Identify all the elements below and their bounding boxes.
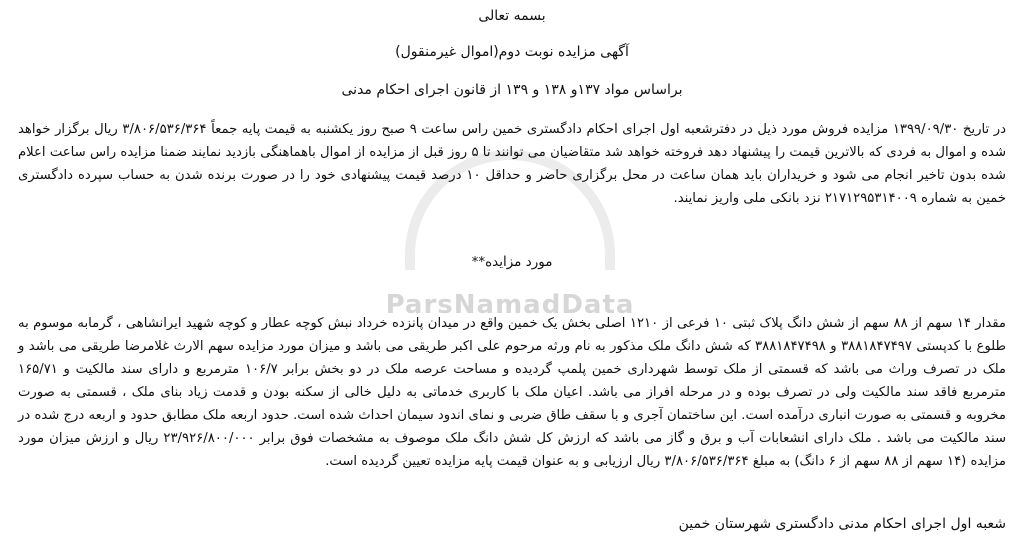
law-reference: براساس مواد ۱۳۷و ۱۳۸ و ۱۳۹ از قانون اجرای احکام مدنی xyxy=(341,82,683,98)
notice-title: آگهی مزایده نوبت دوم(اموال غیرمنقول) xyxy=(395,44,629,60)
bismillah-heading: بسمه تعالی xyxy=(478,8,546,24)
issuer-signature: شعبه اول اجرای احکام مدنی دادگستری شهرستان خمین xyxy=(678,516,1006,532)
watermark-brand: ParsNamadData xyxy=(385,290,635,320)
description-paragraph: مقدار ۱۴ سهم از ۸۸ سهم از شش دانگ پلاک ثبتی ۱۰ فرعی از ۱۲۱۰ اصلی بخش یک خمین واقع در میدان پانزده خرداد نبش کوچه عطار و کوچه شهید ایرانشاهی ، گرمابه موسوم به طلوع با کدپستی ۳۸۸۱۸۴۷۴۹۷ و ۳۸۸۱۸۴۷۴۹۸ که شش دانگ ملک مذکور به نام ورثه مرحوم علی اکبر طریقی می باشد و میزان مورد مزایده سهم الارث غلامرضا طریقی می باشد و ملک در تصرف وراث می باشد که قسمتی از ملک توسط شهرداری خمین پلمپ گردیده و مساحت عرصه ملک در دو بخش برابر ۱۰۶/۷ مترمربع و دارای سند مالکیت و ۱۶۵/۷۱ مترمربع فاقد سند مالکیت ولی در تصرف بوده و در مرحله افراز می باشد. اعیان ملک با کاربری خدماتی به دلیل خالی از سکنه بودن و قدمت زیاد بنای ملک ، قسمتی به صورت مخروبه و قسمتی به صورت انباری درآمده است. این ساختمان آجری و با سقف طاق ضربی و نمای اندود سیمان احداث شده است. حدود اربعه ملک مطابق حدود و اربعه درج شده در سند مالکیت می باشد . ملک دارای انشعابات آب و برق و گاز می باشد که ارزش کل شش دانگ ملک موصوف به مشخصات فوق برابر ۲۳/۹۲۶/۸۰۰/۰۰۰ ریال و ارزش میزان مورد مزایده (۱۴ سهم از ۸۸ سهم از ۶ دانگ) به مبلغ ۳/۸۰۶/۵۳۶/۳۶۴ ریال ارزیابی و به عنوان قیمت پایه مزایده تعیین گردیده است. xyxy=(18,316,1006,469)
intro-paragraph: در تاریخ ۱۳۹۹/۰۹/۳۰ مزایده فروش مورد ذیل در دفترشعبه اول اجرای احکام دادگستری خمین راس ساعت ۹ صبح روز یکشنبه به قیمت پایه جمعاً ۳/۸۰۶/۵۳۶/۳۶۴ ریال برگزار خواهد شده و اموال به فردی که بالاترین قیمت را پیشنهاد دهد فروخته خواهد شد متقاضیان می توانند تا ۵ روز قبل از مزایده از اموال باهماهنگی بازدید نمایند ضمنا مزایده راس ساعت اعلام شده بدون تاخیر انجام می شود و خریداران باید همان ساعت در محل برگزاری حاضر و حداقل ۱۰ درصد قیمت پیشنهادی خود را در صورت برنده شدن به حساب سپرده دادگستری خمین به شماره ۲۱۷۱۲۹۵۳۱۴۰۰۹ نزد بانکی ملی واریز نمایند. xyxy=(18,122,1006,206)
subject-heading: مورد مزایده** xyxy=(471,254,553,270)
